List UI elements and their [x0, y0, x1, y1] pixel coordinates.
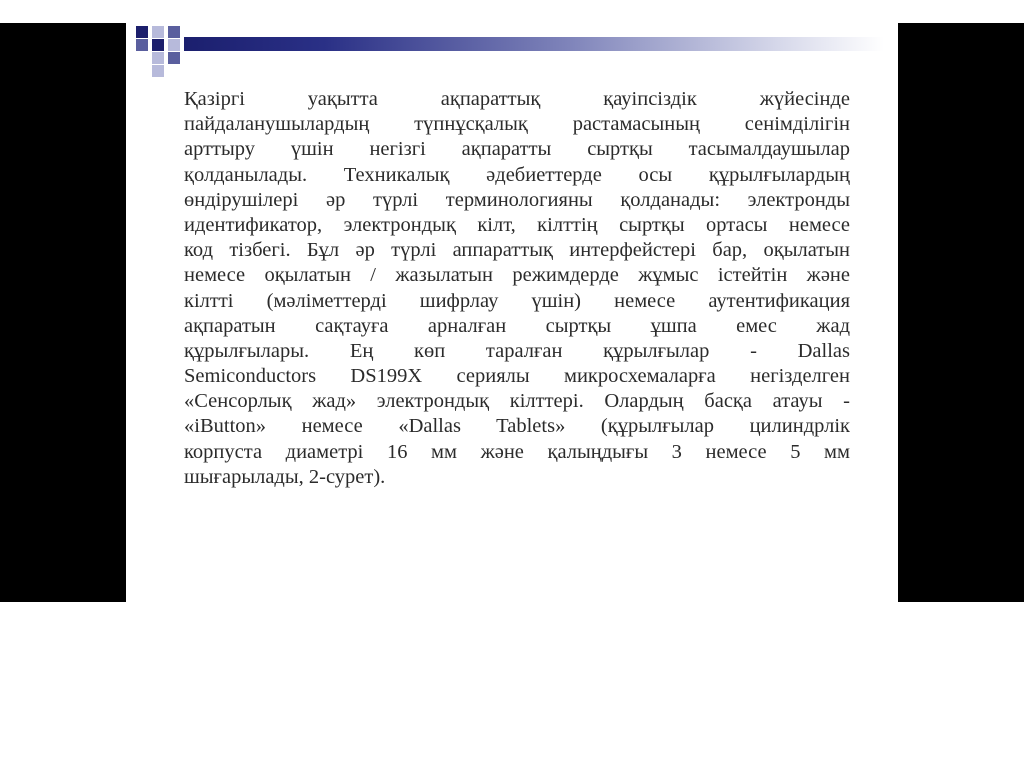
paragraph-line: код тізбегі. Бұл әр түрлі аппараттық интерфейстері бар, оқылатын — [184, 239, 850, 262]
paragraph-line: «iButton» немесе «Dallas Tablets» (құрылғылар цилиндрлік — [184, 415, 850, 438]
paragraph-line: пайдаланушылардың түпнұсқалық растамасының сенімділігін — [184, 113, 850, 136]
paragraph-line: корпуста диаметрі 16 мм және қалыңдығы 3 немесе 5 мм — [184, 440, 850, 463]
decor-square — [152, 39, 164, 51]
paragraph-line: Semiconductors DS199X сериялы микросхемаларға негізделген — [184, 365, 850, 388]
paragraph-line: идентификатор, электрондық кілт, кілттің сыртқы ортасы немесе — [184, 213, 850, 236]
paragraph-line: немесе оқылатын / жазылатын режимдерде жұмыс істейтін және — [184, 264, 850, 287]
decor-square — [168, 39, 180, 51]
slide — [126, 23, 898, 602]
paragraph-line: арттыру үшін негізгі ақпаратты сыртқы тасымалдаушылар — [184, 138, 850, 161]
paragraph-line: құрылғылары. Ең көп таралған құрылғылар - Dallas — [184, 339, 850, 362]
decor-square — [152, 26, 164, 38]
paragraph-line: кілтті (мәліметтерді шифрлау үшін) немесе аутентификация — [184, 289, 850, 312]
slide-header-bar — [184, 37, 884, 51]
paragraph-line: өндірушілері әр түрлі терминологияны қолданады: электронды — [184, 188, 850, 211]
paragraph-line: қолданылады. Техникалық әдебиеттерде осы құрылғылардың — [184, 163, 850, 186]
paragraph-line: шығарылады, 2-сурет). — [184, 465, 386, 488]
decor-square — [152, 65, 164, 77]
decor-square — [136, 26, 148, 38]
slide-body-text — [184, 87, 850, 490]
paragraph-line: Қазіргі уақытта ақпараттық қауіпсіздік жүйесінде — [184, 88, 850, 110]
decor-square — [168, 52, 180, 64]
decor-square — [168, 26, 180, 38]
decor-square — [152, 52, 164, 64]
paragraph-line: ақпаратын сақтауға арналған сыртқы ұшпа емес жад — [184, 314, 850, 337]
decor-square — [136, 39, 148, 51]
paragraph-line: «Сенсорлық жад» электрондық кілттері. Олардың басқа атауы - — [184, 390, 850, 413]
